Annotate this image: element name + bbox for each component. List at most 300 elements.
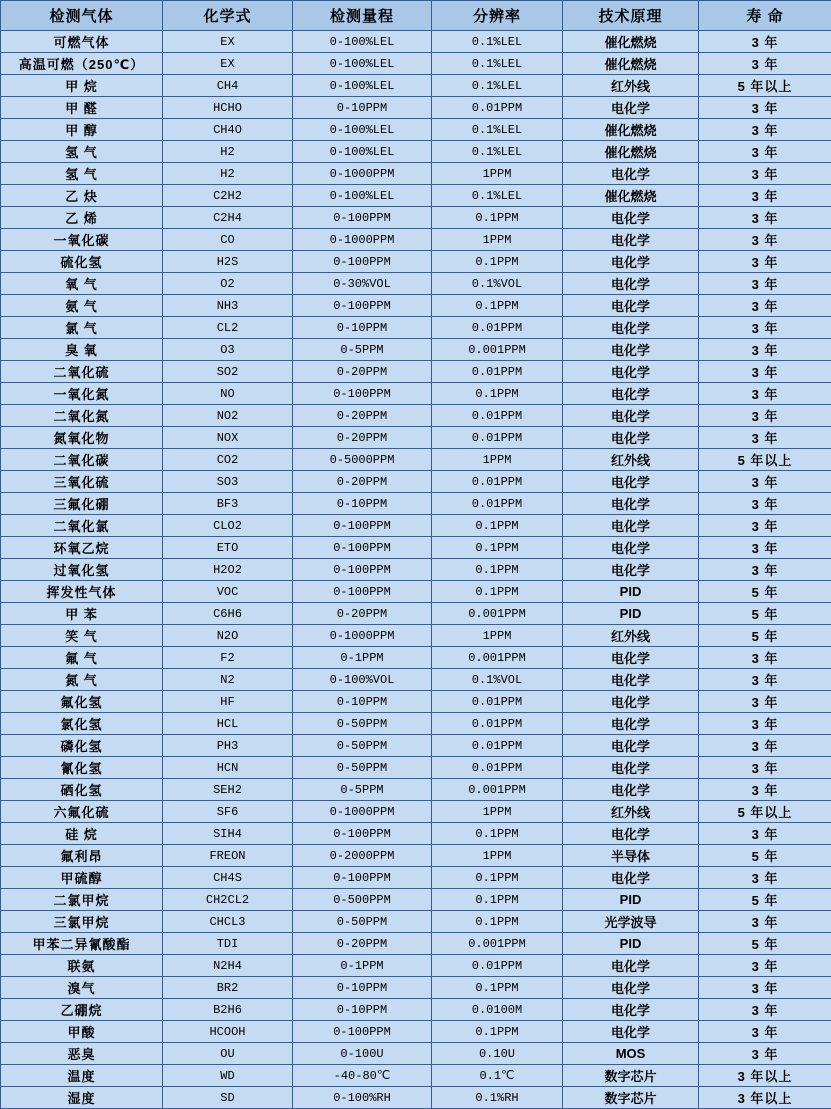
cell-resolution: 0.01PPM — [432, 405, 563, 427]
cell-formula: H2 — [163, 163, 293, 185]
cell-principle: 电化学 — [563, 647, 699, 669]
cell-gas: 硫化氢 — [1, 251, 163, 273]
table-row — [1, 537, 831, 559]
cell-principle: 红外线 — [563, 625, 699, 647]
cell-lifetime: 3 年 — [699, 999, 831, 1021]
table-row — [1, 361, 831, 383]
table-row — [1, 317, 831, 339]
cell-formula: CHCL3 — [163, 911, 293, 933]
cell-range: 0-500PPM — [293, 889, 432, 911]
cell-principle: 电化学 — [563, 823, 699, 845]
cell-gas: 氮 气 — [1, 669, 163, 691]
cell-principle: PID — [563, 889, 699, 911]
cell-lifetime: 5 年 — [699, 933, 831, 955]
cell-principle: 电化学 — [563, 317, 699, 339]
cell-range: 0-100%VOL — [293, 669, 432, 691]
table-row — [1, 493, 831, 515]
table-row — [1, 647, 831, 669]
cell-range: 0-50PPM — [293, 911, 432, 933]
cell-formula: EX — [163, 53, 293, 75]
cell-formula: NO — [163, 383, 293, 405]
cell-range: 0-50PPM — [293, 757, 432, 779]
cell-lifetime: 3 年 — [699, 559, 831, 581]
cell-principle: 电化学 — [563, 691, 699, 713]
cell-gas: 挥发性气体 — [1, 581, 163, 603]
cell-gas: 二氯甲烷 — [1, 889, 163, 911]
cell-lifetime: 3 年 — [699, 97, 831, 119]
table-row — [1, 999, 831, 1021]
cell-resolution: 0.1PPM — [432, 889, 563, 911]
table-row — [1, 449, 831, 471]
cell-lifetime: 5 年以上 — [699, 75, 831, 97]
cell-gas: 磷化氢 — [1, 735, 163, 757]
cell-resolution: 0.01PPM — [432, 317, 563, 339]
cell-principle: 电化学 — [563, 251, 699, 273]
cell-lifetime: 3 年 — [699, 691, 831, 713]
cell-range: 0-20PPM — [293, 933, 432, 955]
cell-principle: 电化学 — [563, 1021, 699, 1043]
cell-lifetime: 3 年 — [699, 163, 831, 185]
cell-gas: 甲酸 — [1, 1021, 163, 1043]
cell-resolution: 0.1PPM — [432, 383, 563, 405]
cell-principle: 电化学 — [563, 229, 699, 251]
cell-lifetime: 5 年 — [699, 845, 831, 867]
table-row — [1, 229, 831, 251]
column-header-principle: 技术原理 — [563, 1, 699, 31]
table-row — [1, 515, 831, 537]
cell-lifetime: 3 年 — [699, 119, 831, 141]
cell-gas: 高温可燃（250℃） — [1, 53, 163, 75]
cell-range: 0-20PPM — [293, 427, 432, 449]
cell-formula: VOC — [163, 581, 293, 603]
cell-gas: 乙硼烷 — [1, 999, 163, 1021]
cell-principle: 电化学 — [563, 471, 699, 493]
cell-principle: 数字芯片 — [563, 1087, 699, 1109]
cell-principle: 催化燃烧 — [563, 31, 699, 53]
table-row — [1, 185, 831, 207]
cell-resolution: 0.1%LEL — [432, 185, 563, 207]
cell-lifetime: 3 年 — [699, 867, 831, 889]
cell-range: 0-100PPM — [293, 383, 432, 405]
cell-gas: 甲 烷 — [1, 75, 163, 97]
cell-resolution: 1PPM — [432, 449, 563, 471]
cell-principle: 电化学 — [563, 735, 699, 757]
cell-range: 0-100%LEL — [293, 141, 432, 163]
cell-formula: HCN — [163, 757, 293, 779]
table-row — [1, 955, 831, 977]
cell-formula: SF6 — [163, 801, 293, 823]
cell-principle: 电化学 — [563, 713, 699, 735]
cell-principle: 电化学 — [563, 867, 699, 889]
cell-gas: 联氨 — [1, 955, 163, 977]
table-row — [1, 801, 831, 823]
table-row — [1, 691, 831, 713]
table-row — [1, 933, 831, 955]
cell-formula: CLO2 — [163, 515, 293, 537]
cell-lifetime: 3 年 — [699, 273, 831, 295]
cell-range: 0-10PPM — [293, 999, 432, 1021]
cell-gas: 甲硫醇 — [1, 867, 163, 889]
cell-range: 0-100PPM — [293, 1021, 432, 1043]
cell-formula: C2H2 — [163, 185, 293, 207]
cell-gas: 一氧化氮 — [1, 383, 163, 405]
cell-range: 0-100%LEL — [293, 185, 432, 207]
cell-formula: NO2 — [163, 405, 293, 427]
cell-formula: H2 — [163, 141, 293, 163]
cell-resolution: 1PPM — [432, 163, 563, 185]
table-row — [1, 779, 831, 801]
cell-gas: 氯化氢 — [1, 713, 163, 735]
cell-gas: 氟 气 — [1, 647, 163, 669]
cell-lifetime: 3 年 — [699, 339, 831, 361]
cell-resolution: 0.0100M — [432, 999, 563, 1021]
cell-range: 0-50PPM — [293, 735, 432, 757]
table-row — [1, 757, 831, 779]
cell-resolution: 0.001PPM — [432, 647, 563, 669]
cell-gas: 二氧化氮 — [1, 405, 163, 427]
cell-resolution: 1PPM — [432, 801, 563, 823]
cell-principle: 电化学 — [563, 955, 699, 977]
cell-gas: 温度 — [1, 1065, 163, 1087]
cell-gas: 三氟化硼 — [1, 493, 163, 515]
cell-formula: H2S — [163, 251, 293, 273]
cell-lifetime: 3 年 — [699, 31, 831, 53]
cell-resolution: 0.1PPM — [432, 295, 563, 317]
cell-lifetime: 5 年以上 — [699, 449, 831, 471]
cell-principle: 电化学 — [563, 273, 699, 295]
cell-gas: 氟利昂 — [1, 845, 163, 867]
cell-formula: WD — [163, 1065, 293, 1087]
cell-lifetime: 3 年 — [699, 911, 831, 933]
cell-lifetime: 3 年 — [699, 229, 831, 251]
cell-lifetime: 3 年 — [699, 1043, 831, 1065]
cell-range: -40-80℃ — [293, 1065, 432, 1087]
cell-formula: SEH2 — [163, 779, 293, 801]
table-row — [1, 53, 831, 75]
column-header-range: 检测量程 — [293, 1, 432, 31]
cell-lifetime: 3 年 — [699, 735, 831, 757]
cell-principle: 光学波导 — [563, 911, 699, 933]
cell-gas: 甲苯二异氰酸酯 — [1, 933, 163, 955]
cell-range: 0-30%VOL — [293, 273, 432, 295]
cell-range: 0-2000PPM — [293, 845, 432, 867]
table-row — [1, 845, 831, 867]
cell-principle: PID — [563, 581, 699, 603]
table-row — [1, 1065, 831, 1087]
cell-range: 0-10PPM — [293, 493, 432, 515]
table-row — [1, 669, 831, 691]
cell-principle: 电化学 — [563, 515, 699, 537]
cell-lifetime: 3 年 — [699, 757, 831, 779]
cell-lifetime: 5 年 — [699, 889, 831, 911]
cell-formula: ETO — [163, 537, 293, 559]
cell-resolution: 0.1PPM — [432, 823, 563, 845]
cell-gas: 三氯甲烷 — [1, 911, 163, 933]
table-header-row — [1, 1, 831, 31]
table-row — [1, 295, 831, 317]
cell-resolution: 0.1PPM — [432, 251, 563, 273]
cell-resolution: 0.01PPM — [432, 735, 563, 757]
cell-resolution: 0.1PPM — [432, 867, 563, 889]
cell-range: 0-10PPM — [293, 977, 432, 999]
table-row — [1, 141, 831, 163]
cell-gas: 乙 烯 — [1, 207, 163, 229]
cell-gas: 湿度 — [1, 1087, 163, 1109]
cell-formula: SD — [163, 1087, 293, 1109]
cell-resolution: 0.01PPM — [432, 493, 563, 515]
cell-lifetime: 5 年 — [699, 581, 831, 603]
cell-formula: CO — [163, 229, 293, 251]
cell-lifetime: 3 年以上 — [699, 1087, 831, 1109]
cell-gas: 环氧乙烷 — [1, 537, 163, 559]
cell-resolution: 1PPM — [432, 625, 563, 647]
cell-gas: 硅 烷 — [1, 823, 163, 845]
cell-resolution: 0.1PPM — [432, 537, 563, 559]
cell-formula: H2O2 — [163, 559, 293, 581]
table-row — [1, 163, 831, 185]
cell-resolution: 0.01PPM — [432, 97, 563, 119]
cell-gas: 二氧化碳 — [1, 449, 163, 471]
cell-range: 0-100U — [293, 1043, 432, 1065]
cell-resolution: 0.1℃ — [432, 1065, 563, 1087]
cell-principle: 电化学 — [563, 383, 699, 405]
cell-principle: PID — [563, 933, 699, 955]
cell-range: 0-100PPM — [293, 867, 432, 889]
cell-range: 0-5PPM — [293, 339, 432, 361]
cell-range: 0-100PPM — [293, 207, 432, 229]
cell-gas: 笑 气 — [1, 625, 163, 647]
cell-lifetime: 5 年以上 — [699, 801, 831, 823]
cell-resolution: 0.01PPM — [432, 361, 563, 383]
table-row — [1, 559, 831, 581]
cell-resolution: 0.1PPM — [432, 207, 563, 229]
cell-formula: TDI — [163, 933, 293, 955]
cell-resolution: 0.1%LEL — [432, 31, 563, 53]
cell-formula: SO2 — [163, 361, 293, 383]
cell-principle: 电化学 — [563, 427, 699, 449]
cell-principle: 电化学 — [563, 405, 699, 427]
cell-gas: 六氟化硫 — [1, 801, 163, 823]
cell-resolution: 0.1PPM — [432, 559, 563, 581]
cell-gas: 氯 气 — [1, 317, 163, 339]
table-row — [1, 911, 831, 933]
cell-range: 0-100%LEL — [293, 119, 432, 141]
table-row — [1, 97, 831, 119]
cell-principle: 电化学 — [563, 559, 699, 581]
cell-formula: F2 — [163, 647, 293, 669]
cell-principle: 电化学 — [563, 97, 699, 119]
cell-lifetime: 3 年 — [699, 779, 831, 801]
cell-range: 0-20PPM — [293, 603, 432, 625]
cell-resolution: 0.01PPM — [432, 955, 563, 977]
cell-range: 0-10PPM — [293, 97, 432, 119]
cell-resolution: 0.001PPM — [432, 779, 563, 801]
cell-range: 0-1000PPM — [293, 163, 432, 185]
cell-resolution: 0.1%LEL — [432, 119, 563, 141]
table-row — [1, 427, 831, 449]
cell-principle: 红外线 — [563, 449, 699, 471]
cell-principle: 催化燃烧 — [563, 53, 699, 75]
cell-formula: HCOOH — [163, 1021, 293, 1043]
cell-gas: 二氧化硫 — [1, 361, 163, 383]
table-row — [1, 1043, 831, 1065]
cell-principle: 电化学 — [563, 339, 699, 361]
cell-range: 0-100PPM — [293, 559, 432, 581]
cell-gas: 恶臭 — [1, 1043, 163, 1065]
cell-formula: N2H4 — [163, 955, 293, 977]
table-row — [1, 1021, 831, 1043]
cell-resolution: 0.01PPM — [432, 713, 563, 735]
column-header-formula: 化学式 — [163, 1, 293, 31]
table-header — [1, 1, 831, 31]
cell-formula: NH3 — [163, 295, 293, 317]
cell-principle: 电化学 — [563, 207, 699, 229]
cell-resolution: 0.1PPM — [432, 581, 563, 603]
cell-formula: SO3 — [163, 471, 293, 493]
cell-range: 0-100PPM — [293, 823, 432, 845]
cell-lifetime: 3 年 — [699, 427, 831, 449]
cell-range: 0-5PPM — [293, 779, 432, 801]
cell-lifetime: 3 年以上 — [699, 1065, 831, 1087]
cell-lifetime: 3 年 — [699, 383, 831, 405]
cell-range: 0-100%LEL — [293, 75, 432, 97]
table-row — [1, 603, 831, 625]
cell-resolution: 0.01PPM — [432, 691, 563, 713]
cell-lifetime: 3 年 — [699, 295, 831, 317]
cell-formula: HCL — [163, 713, 293, 735]
table-row — [1, 867, 831, 889]
cell-range: 0-1000PPM — [293, 801, 432, 823]
cell-range: 0-1000PPM — [293, 625, 432, 647]
cell-gas: 过氧化氢 — [1, 559, 163, 581]
cell-formula: PH3 — [163, 735, 293, 757]
cell-principle: 红外线 — [563, 801, 699, 823]
cell-lifetime: 3 年 — [699, 141, 831, 163]
cell-lifetime: 3 年 — [699, 955, 831, 977]
cell-gas: 氧 气 — [1, 273, 163, 295]
cell-gas: 可燃气体 — [1, 31, 163, 53]
cell-range: 0-10PPM — [293, 317, 432, 339]
cell-gas: 氢 气 — [1, 141, 163, 163]
cell-resolution: 1PPM — [432, 229, 563, 251]
cell-range: 0-20PPM — [293, 361, 432, 383]
cell-lifetime: 3 年 — [699, 471, 831, 493]
cell-formula: OU — [163, 1043, 293, 1065]
cell-resolution: 0.1PPM — [432, 911, 563, 933]
cell-principle: 数字芯片 — [563, 1065, 699, 1087]
cell-formula: SIH4 — [163, 823, 293, 845]
cell-lifetime: 3 年 — [699, 515, 831, 537]
cell-formula: CL2 — [163, 317, 293, 339]
table-row — [1, 251, 831, 273]
cell-formula: C2H4 — [163, 207, 293, 229]
cell-lifetime: 3 年 — [699, 405, 831, 427]
cell-formula: EX — [163, 31, 293, 53]
cell-resolution: 0.1PPM — [432, 1021, 563, 1043]
cell-resolution: 0.1%VOL — [432, 669, 563, 691]
table-row — [1, 977, 831, 999]
cell-lifetime: 3 年 — [699, 537, 831, 559]
cell-principle: 电化学 — [563, 757, 699, 779]
cell-principle: 红外线 — [563, 75, 699, 97]
cell-gas: 甲 醇 — [1, 119, 163, 141]
cell-resolution: 0.1%LEL — [432, 141, 563, 163]
cell-formula: O2 — [163, 273, 293, 295]
cell-principle: 电化学 — [563, 537, 699, 559]
cell-resolution: 0.1PPM — [432, 977, 563, 999]
cell-range: 0-5000PPM — [293, 449, 432, 471]
cell-lifetime: 3 年 — [699, 823, 831, 845]
cell-formula: BR2 — [163, 977, 293, 999]
table-row — [1, 889, 831, 911]
cell-resolution: 0.1%LEL — [432, 75, 563, 97]
cell-range: 0-50PPM — [293, 713, 432, 735]
cell-range: 0-10PPM — [293, 691, 432, 713]
cell-principle: 电化学 — [563, 779, 699, 801]
cell-resolution: 0.1PPM — [432, 515, 563, 537]
table-row — [1, 75, 831, 97]
cell-range: 0-20PPM — [293, 471, 432, 493]
cell-formula: HF — [163, 691, 293, 713]
column-header-resolution: 分辨率 — [432, 1, 563, 31]
cell-range: 0-20PPM — [293, 405, 432, 427]
cell-resolution: 0.01PPM — [432, 427, 563, 449]
cell-resolution: 0.01PPM — [432, 471, 563, 493]
cell-principle: 催化燃烧 — [563, 119, 699, 141]
cell-lifetime: 3 年 — [699, 669, 831, 691]
cell-formula: CH2CL2 — [163, 889, 293, 911]
cell-formula: HCHO — [163, 97, 293, 119]
table-row — [1, 625, 831, 647]
cell-gas: 二氧化氯 — [1, 515, 163, 537]
cell-lifetime: 3 年 — [699, 207, 831, 229]
cell-gas: 氢 气 — [1, 163, 163, 185]
cell-range: 0-100%RH — [293, 1087, 432, 1109]
cell-lifetime: 5 年 — [699, 603, 831, 625]
column-header-lifetime: 寿 命 — [699, 1, 831, 31]
cell-gas: 氨 气 — [1, 295, 163, 317]
cell-resolution: 0.01PPM — [432, 757, 563, 779]
cell-range: 0-100%LEL — [293, 53, 432, 75]
cell-gas: 一氧化碳 — [1, 229, 163, 251]
cell-resolution: 0.001PPM — [432, 603, 563, 625]
cell-range: 0-100PPM — [293, 581, 432, 603]
column-header-gas: 检测气体 — [1, 1, 163, 31]
cell-principle: 电化学 — [563, 493, 699, 515]
cell-resolution: 0.001PPM — [432, 933, 563, 955]
cell-lifetime: 3 年 — [699, 493, 831, 515]
table-row — [1, 823, 831, 845]
cell-principle: 催化燃烧 — [563, 141, 699, 163]
cell-formula: CH4S — [163, 867, 293, 889]
cell-range: 0-100PPM — [293, 537, 432, 559]
table-row — [1, 471, 831, 493]
cell-principle: 电化学 — [563, 669, 699, 691]
cell-lifetime: 3 年 — [699, 185, 831, 207]
cell-gas: 臭 氧 — [1, 339, 163, 361]
cell-principle: 电化学 — [563, 361, 699, 383]
cell-principle: 半导体 — [563, 845, 699, 867]
cell-formula: CO2 — [163, 449, 293, 471]
cell-range: 0-100%LEL — [293, 31, 432, 53]
table-row — [1, 31, 831, 53]
cell-lifetime: 3 年 — [699, 251, 831, 273]
cell-lifetime: 3 年 — [699, 647, 831, 669]
cell-lifetime: 3 年 — [699, 361, 831, 383]
table-row — [1, 581, 831, 603]
cell-principle: 电化学 — [563, 999, 699, 1021]
cell-resolution: 1PPM — [432, 845, 563, 867]
